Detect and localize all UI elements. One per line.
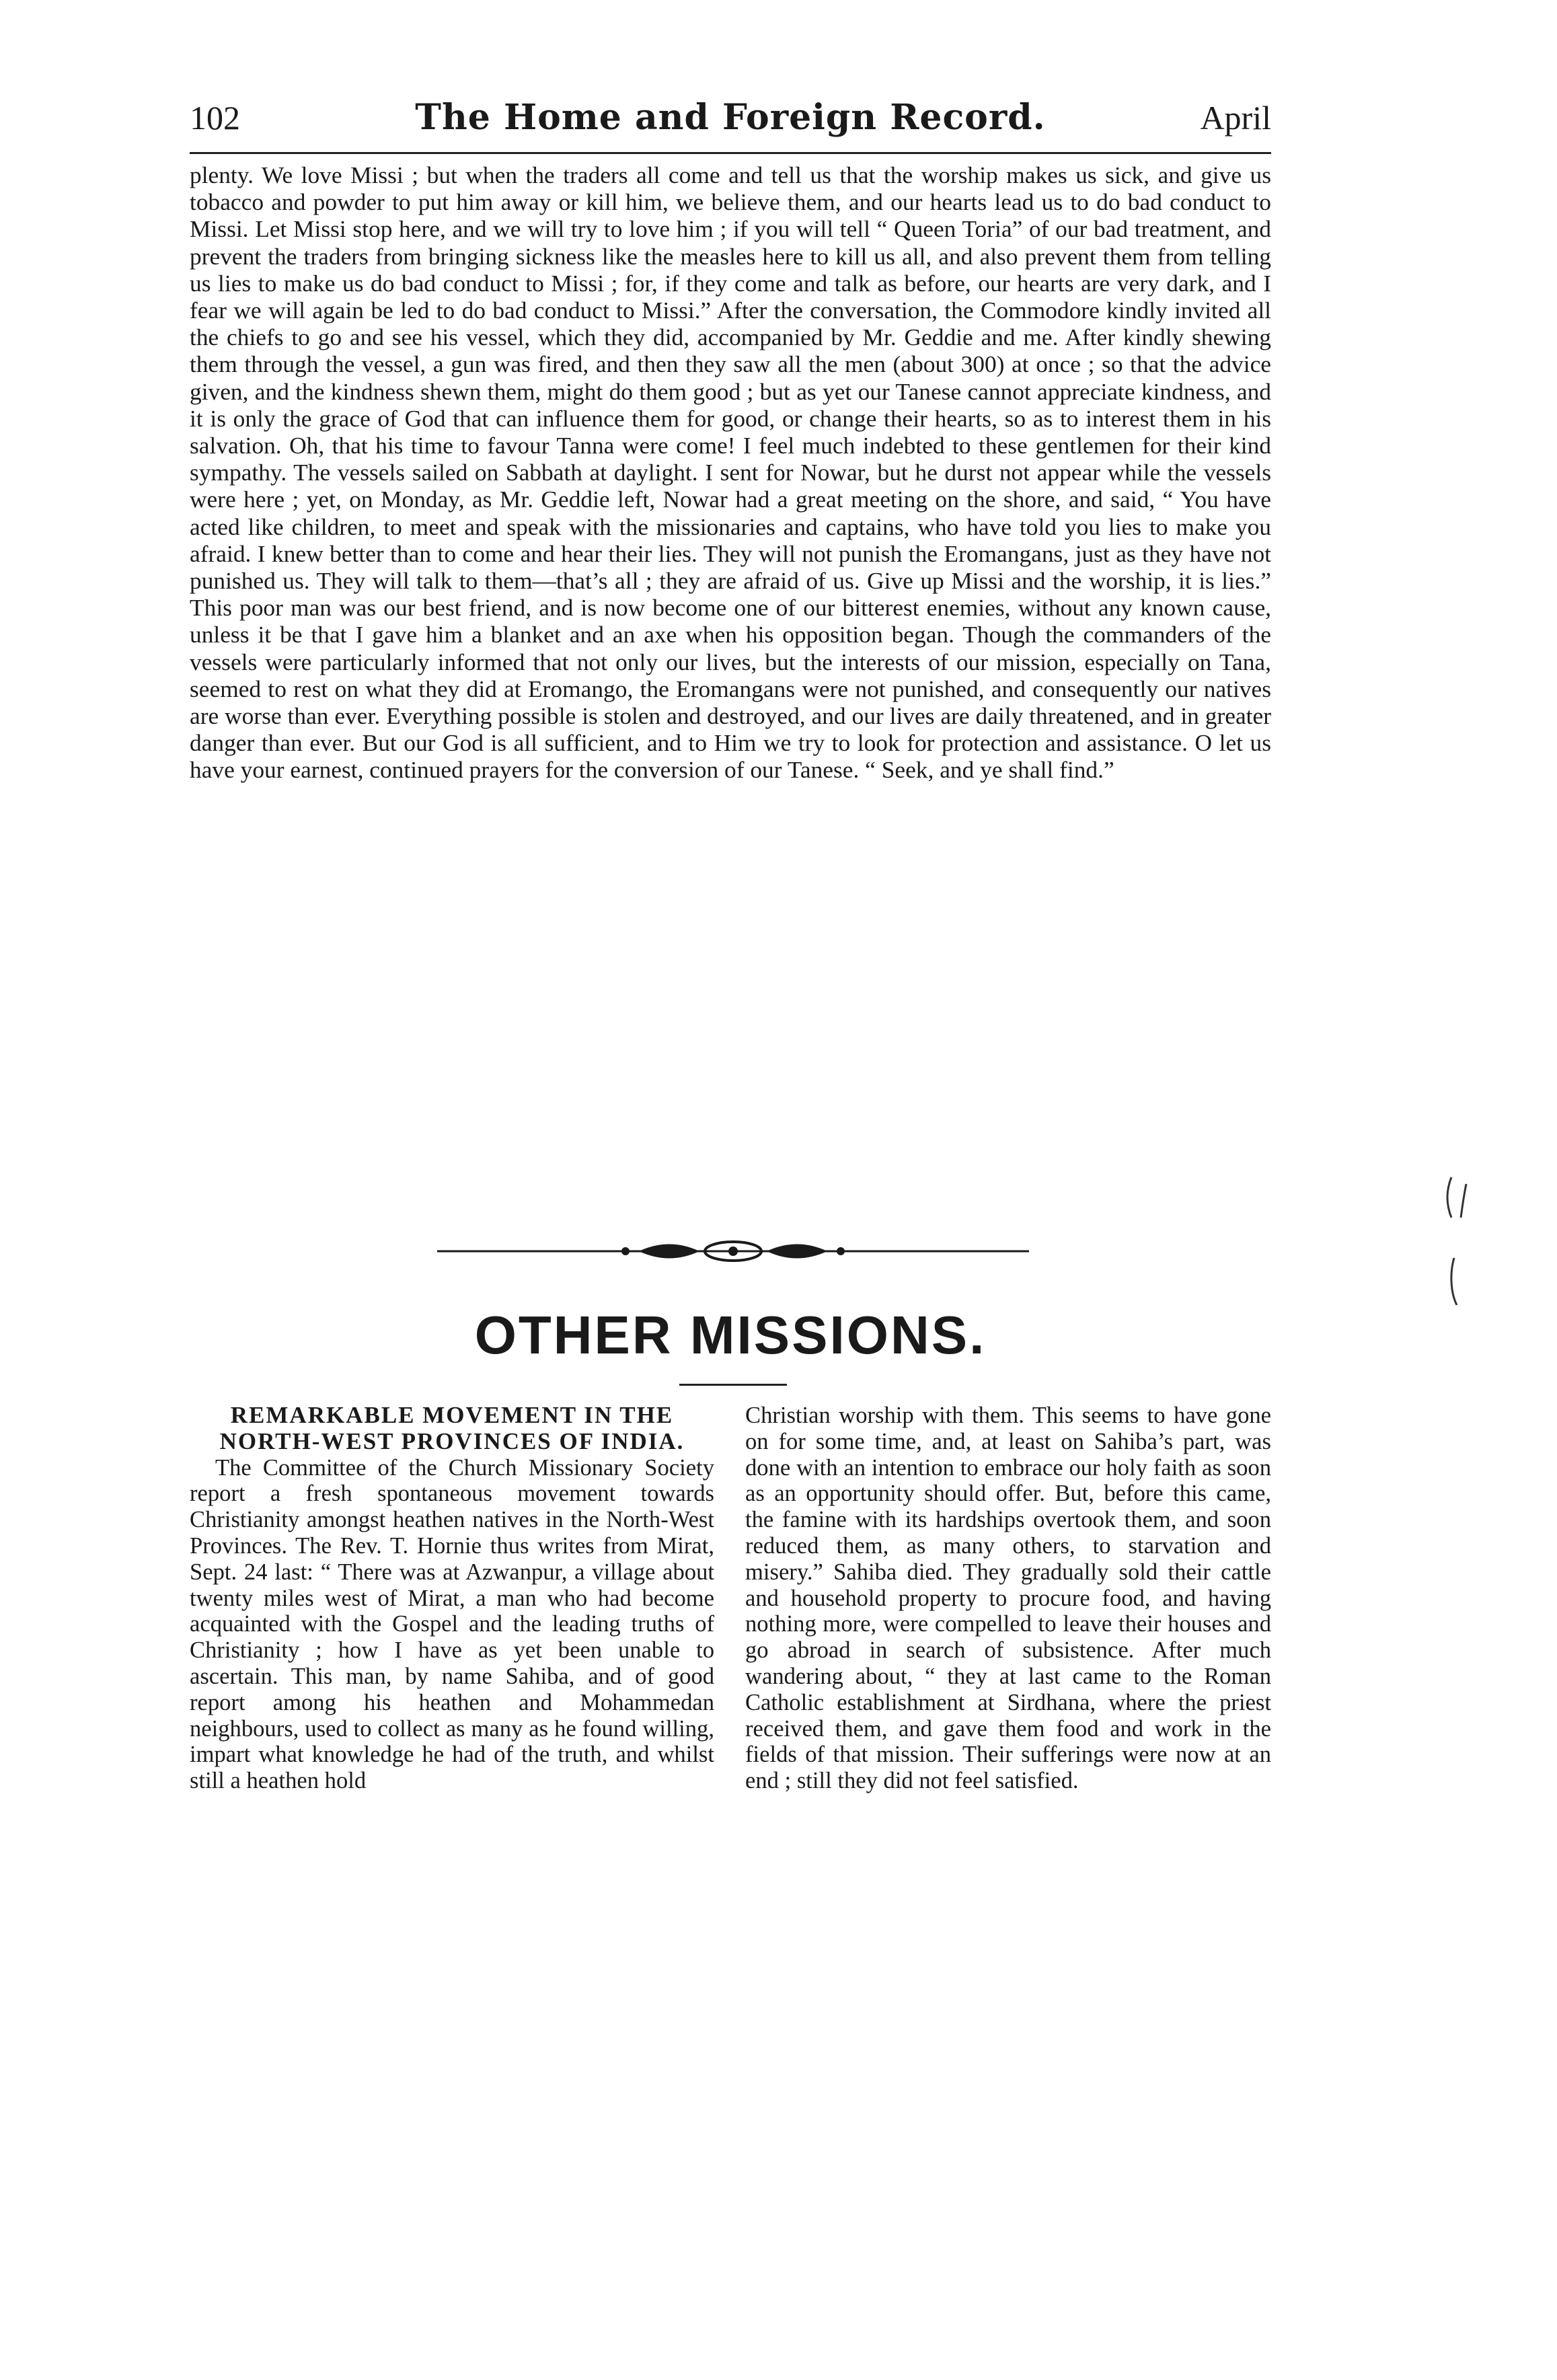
issue-month: April <box>1200 99 1271 137</box>
article-right-column <box>745 1403 1271 1794</box>
ornamental-divider <box>437 1238 1029 1265</box>
section-title-rule <box>679 1384 787 1386</box>
article-paragraph-right: Christian worship with them. This seems to have gone on for some time, and, at least on Sahiba’s part, was done with an intention to embrace our holy faith as soon as an opportunity should offer. But, before this came, the famine with its hardships overtook them, and soon reduced them, as many others, to starvation and misery.” Sahiba died. They gradually sold their cattle and household property to procure food, and having nothing more, were compelled to leave their houses and go abroad in search of subsistence. After much wandering about, “ they at last came to the Roman Catholic establishment at Sirdhana, where the priest received them, and gave them food and work in the fields of that mission. Their sufferings were now at an end ; still they did not feel satisfied. <box>745 1403 1271 1794</box>
section-title: OTHER MISSIONS. <box>474 1305 987 1365</box>
journal-title: The Home and Foreign Record. <box>415 97 1046 138</box>
article-paragraph-left: The Committee of the Church Missionary Society report a fresh spontaneous movement towards Christianity amongst heathen natives in the North-West Provinces. The Rev. T. Hornie thus writes from Mirat, Sept. 24 last: “ There was at Azwanpur, a village about twenty miles west of Mirat, a man who had become acquainted with the Gospel and the leading truths of Christianity ; how I have as yet been unable to ascertain. This man, by name Sahiba, and of good report among his heathen and Mohammedan neighbours, used to collect as many as he found willing, impart what knowledge he had of the truth, and whilst still a heathen hold <box>190 1454 714 1794</box>
continuation-paragraph: plenty. We love Missi ; but when the traders all come and tell us that the worship makes us sick, and give us tobacco and powder to put him away or kill him, we believe them, and our hearts lead us to do bad conduct to Missi. Let Missi stop here, and we will try to love him ; if you will tell “ Queen Toria” of our bad treatment, and prevent the traders from bringing sickness like the measles here to kill us all, and also prevent them from telling us lies to make us do bad conduct to Missi ; for, if they come and talk as before, our hearts are very dark, and I fear we will again be led to do bad conduct to Missi.” After the conversation, the Commodore kindly invited all the chiefs to go and see his vessel, which they did, accompanied by Mr. Geddie and me. After kindly shewing them through the vessel, a gun was fired, and then they saw all the men (about 300) at once ; so that the advice given, and the kindness shewn them, might do them good ; but as yet our Tanese cannot appreciate kindness, and it is only the grace of God that can influence them for good, or change their hearts, so as to interest them in his salvation. Oh, that his time to favour Tanna were come! I feel much indebted to these gentlemen for their kind sympathy. The vessels sailed on Sabbath at daylight. I sent for Nowar, but he durst not appear while the vessels were here ; yet, on Monday, as Mr. Geddie left, Nowar had a great meeting on the shore, and said, “ You have acted like children, to meet and speak with the missionaries and captains, who have told you lies to make you afraid. I knew better than to come and hear their lies. They will not punish the Eromangans, just as they have not punished us. They will talk to them—that’s all ; they are afraid of us. Give up Missi and the worship, it is lies.” This poor man was our best friend, and is now become one of our bitterest enemies, without any known cause, unless it be that I gave him a blanket and an axe when his opposition began. Though the commanders of the vessels were particularly informed that not only our lives, but the interests of our mission, especially on Tana, seemed to rest on what they did at Eromango, the Eromangans were not punished, and consequently our natives are worse than ever. Everything possible is stolen and destroyed, and our lives are daily threatened, and in greater danger than ever. But our God is all sufficient, and to Him we try to look for protection and assistance. O let us have your earnest, continued prayers for the conversion of our Tanese. “ Seek, and ye shall find.” <box>190 161 1271 784</box>
header-rule <box>190 152 1271 154</box>
article-left-column <box>190 1403 714 1794</box>
previous-article-continuation <box>190 161 1271 784</box>
running-head <box>190 94 1271 141</box>
margin-pencil-mark <box>1439 1170 1493 1345</box>
page-number: 102 <box>190 99 240 137</box>
article-heading: REMARKABLE MOVEMENT IN THE NORTH-WEST PROVINCES OF INDIA. <box>219 1402 685 1454</box>
